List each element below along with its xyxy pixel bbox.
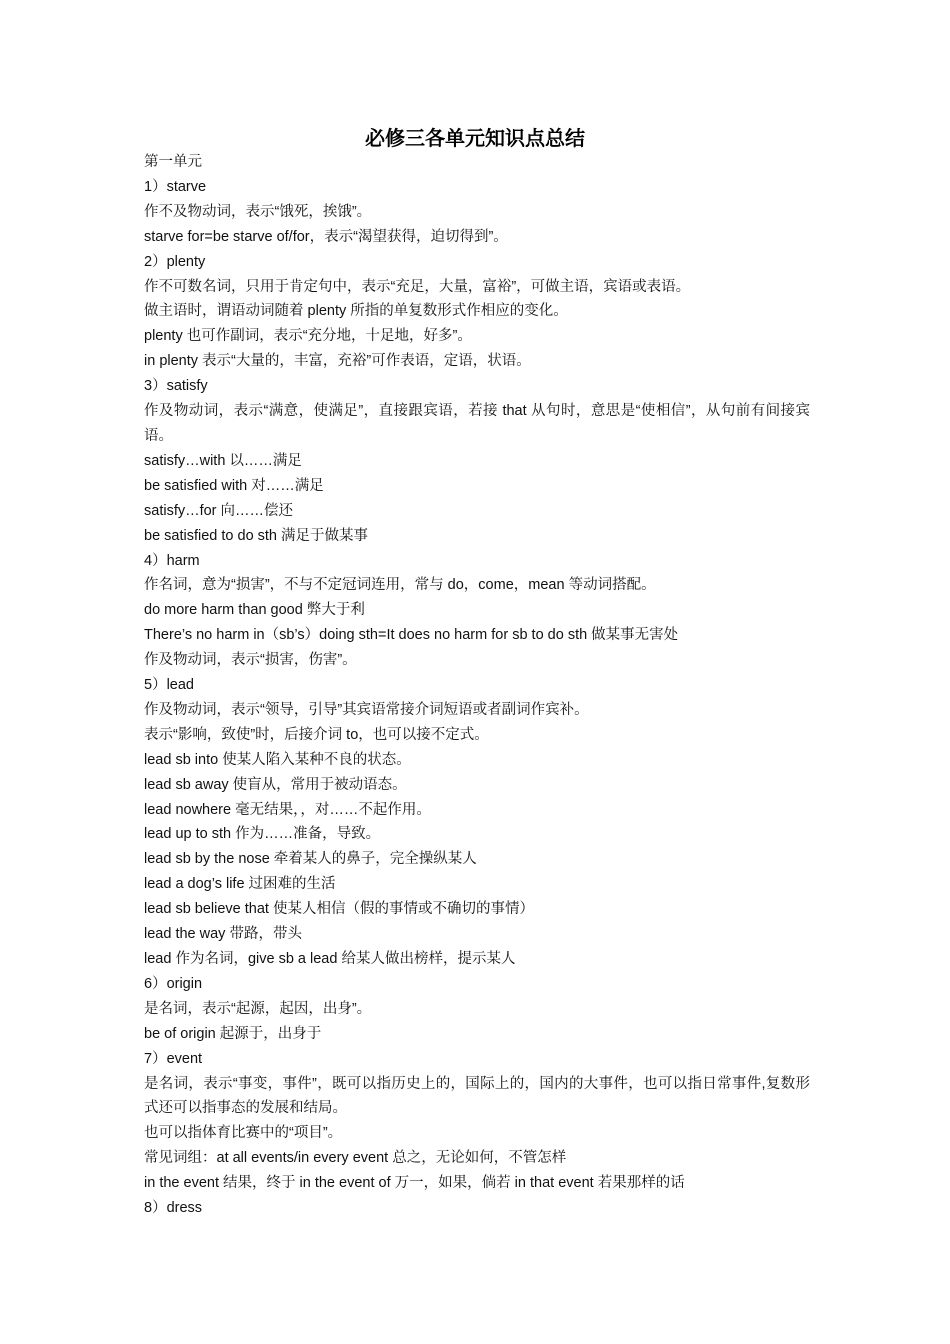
- text-line: starve for=be starve of/for，表示“渴望获得，迫切得到”。: [144, 228, 508, 245]
- text-line: 作及物动词，表示“领导，引导”其宾语常接介词短语或者副词作宾补。: [144, 701, 589, 718]
- text-line: 做主语时，谓语动词随着 plenty 所指的单复数形式作相应的变化。: [144, 303, 568, 320]
- document-body: [144, 150, 810, 1221]
- text-line: There’s no harm in（sb’s）doing sth=It does no harm for sb to do sth 做某事无害处: [144, 627, 679, 644]
- document-title: 必修三各单元知识点总结: [365, 126, 585, 150]
- entry-heading: 4）harm: [144, 552, 200, 569]
- text-line: do more harm than good 弊大于利: [144, 602, 365, 619]
- text-line: satisfy…for 向……偿还: [144, 502, 294, 519]
- entry-heading: 7）event: [144, 1050, 203, 1067]
- text-line: 是名词，表示“起源，起因，出身”。: [144, 1000, 372, 1017]
- entry-heading: 2）plenty: [144, 253, 206, 270]
- text-paragraph: 作及物动词，表示“满意，使满足”，直接跟宾语，若接 that 从句时，意思是“使相信”，从句前有间接宾语。: [144, 403, 810, 444]
- text-line: in plenty 表示“大量的，丰富，充裕”可作表语，定语，状语。: [144, 353, 531, 370]
- text-line: satisfy…with 以……满足: [144, 452, 302, 469]
- entry-heading: 1）starve: [144, 178, 207, 195]
- text-line: plenty 也可作副词，表示“充分地，十足地，好多”。: [144, 328, 472, 345]
- text-line: 表示“影响，致使”时，后接介词 to，也可以接不定式。: [144, 726, 489, 743]
- text-line: 常见词组：at all events/in every event 总之，无论如何，不管怎样: [144, 1150, 567, 1167]
- text-line: 作及物动词，表示“损害，伤害”。: [144, 652, 357, 669]
- entry-heading: 6）origin: [144, 975, 203, 992]
- text-line: lead sb into 使某人陷入某种不良的状态。: [144, 751, 411, 768]
- entry-heading: 5）lead: [144, 677, 194, 694]
- text-paragraph: 是名词，表示“事变，事件”，既可以指历史上的，国际上的，国内的大事件，也可以指日常事件,复数形式还可以指事态的发展和结局。: [144, 1075, 810, 1117]
- text-line: be satisfied with 对……满足: [144, 477, 324, 494]
- text-line: be of origin 起源于，出身于: [144, 1025, 322, 1042]
- text-line: 作不及物动词，表示“饿死，挨饿”。: [144, 203, 372, 220]
- text-line: lead 作为名词，give sb a lead 给某人做出榜样，提示某人: [144, 951, 516, 967]
- text-line: 作不可数名词，只用于肯定句中，表示“充足，大量，富裕”，可做主语，宾语或表语。: [144, 278, 691, 295]
- text-line: lead sb believe that 使某人相信（假的事情或不确切的事情）: [144, 901, 534, 918]
- text-line: lead sb away 使盲从，常用于被动语态。: [144, 776, 407, 793]
- text-line: lead up to sth 作为……准备，导致。: [144, 826, 381, 843]
- entry-heading: 3）satisfy: [144, 378, 208, 395]
- entry-heading: 8）dress: [144, 1200, 203, 1217]
- text-line: lead a dog’s life 过困难的生活: [144, 876, 336, 893]
- text-line: 作名词，意为“损害”，不与不定冠词连用，常与 do，come，mean 等动词搭配。: [144, 577, 656, 594]
- unit-heading: 第一单元: [144, 154, 202, 170]
- text-line: 也可以指体育比赛中的“项目”。: [144, 1125, 343, 1142]
- text-line: be satisfied to do sth 满足于做某事: [144, 527, 369, 544]
- text-line: lead nowhere 毫无结果，，对……不起作用。: [144, 801, 431, 818]
- text-line: in the event 结果，终于 in the event of 万一，如果，倘若 in that event 若果那样的话: [144, 1175, 685, 1192]
- text-line: lead sb by the nose 牵着某人的鼻子，完全操纵某人: [144, 851, 477, 868]
- text-line: lead the way 带路，带头: [144, 926, 302, 943]
